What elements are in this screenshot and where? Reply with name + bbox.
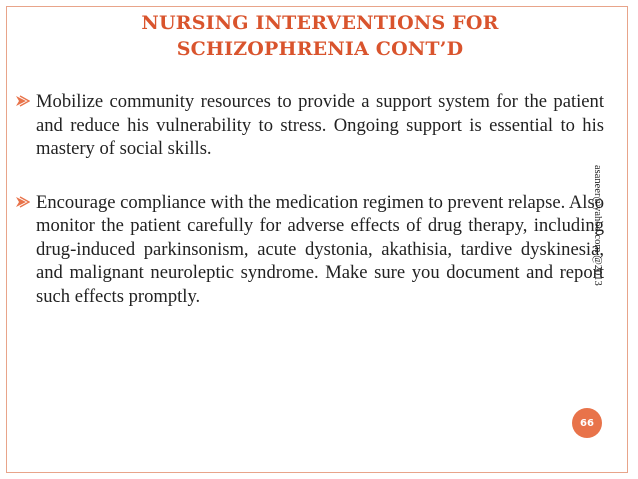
arrow-bullet-icon	[14, 93, 30, 109]
page-number: 66	[580, 417, 594, 429]
bullet-text: Encourage compliance with the medication regimen to prevent relapse. Also monitor the patient carefully for adverse effects of drug therapy, including drug-induced parkinsonism, acute dystonia, akathisia, tardive dyskinesia, and malignant neuroleptic syndrome. Make sure you document and report such effects promptly.	[36, 191, 604, 307]
page-number-badge	[572, 408, 602, 438]
title-line-2: SCHIZOPHRENIA CONT’D	[176, 38, 464, 60]
title-line-1: NURSING INTERVENTIONS FOR	[141, 12, 499, 34]
bullet-text: Mobilize community resources to provide a support system for the patient and reduce his vulnerability to stress. Ongoing support is essential to his mastery of social skills.	[36, 91, 604, 159]
bullet-list	[14, 90, 604, 308]
side-email-note: asaneer@yahoo.com @2013	[592, 165, 603, 286]
arrow-bullet-icon	[14, 194, 30, 210]
bullet-item	[14, 191, 604, 309]
bullet-item	[14, 90, 604, 161]
slide-title	[60, 10, 580, 62]
